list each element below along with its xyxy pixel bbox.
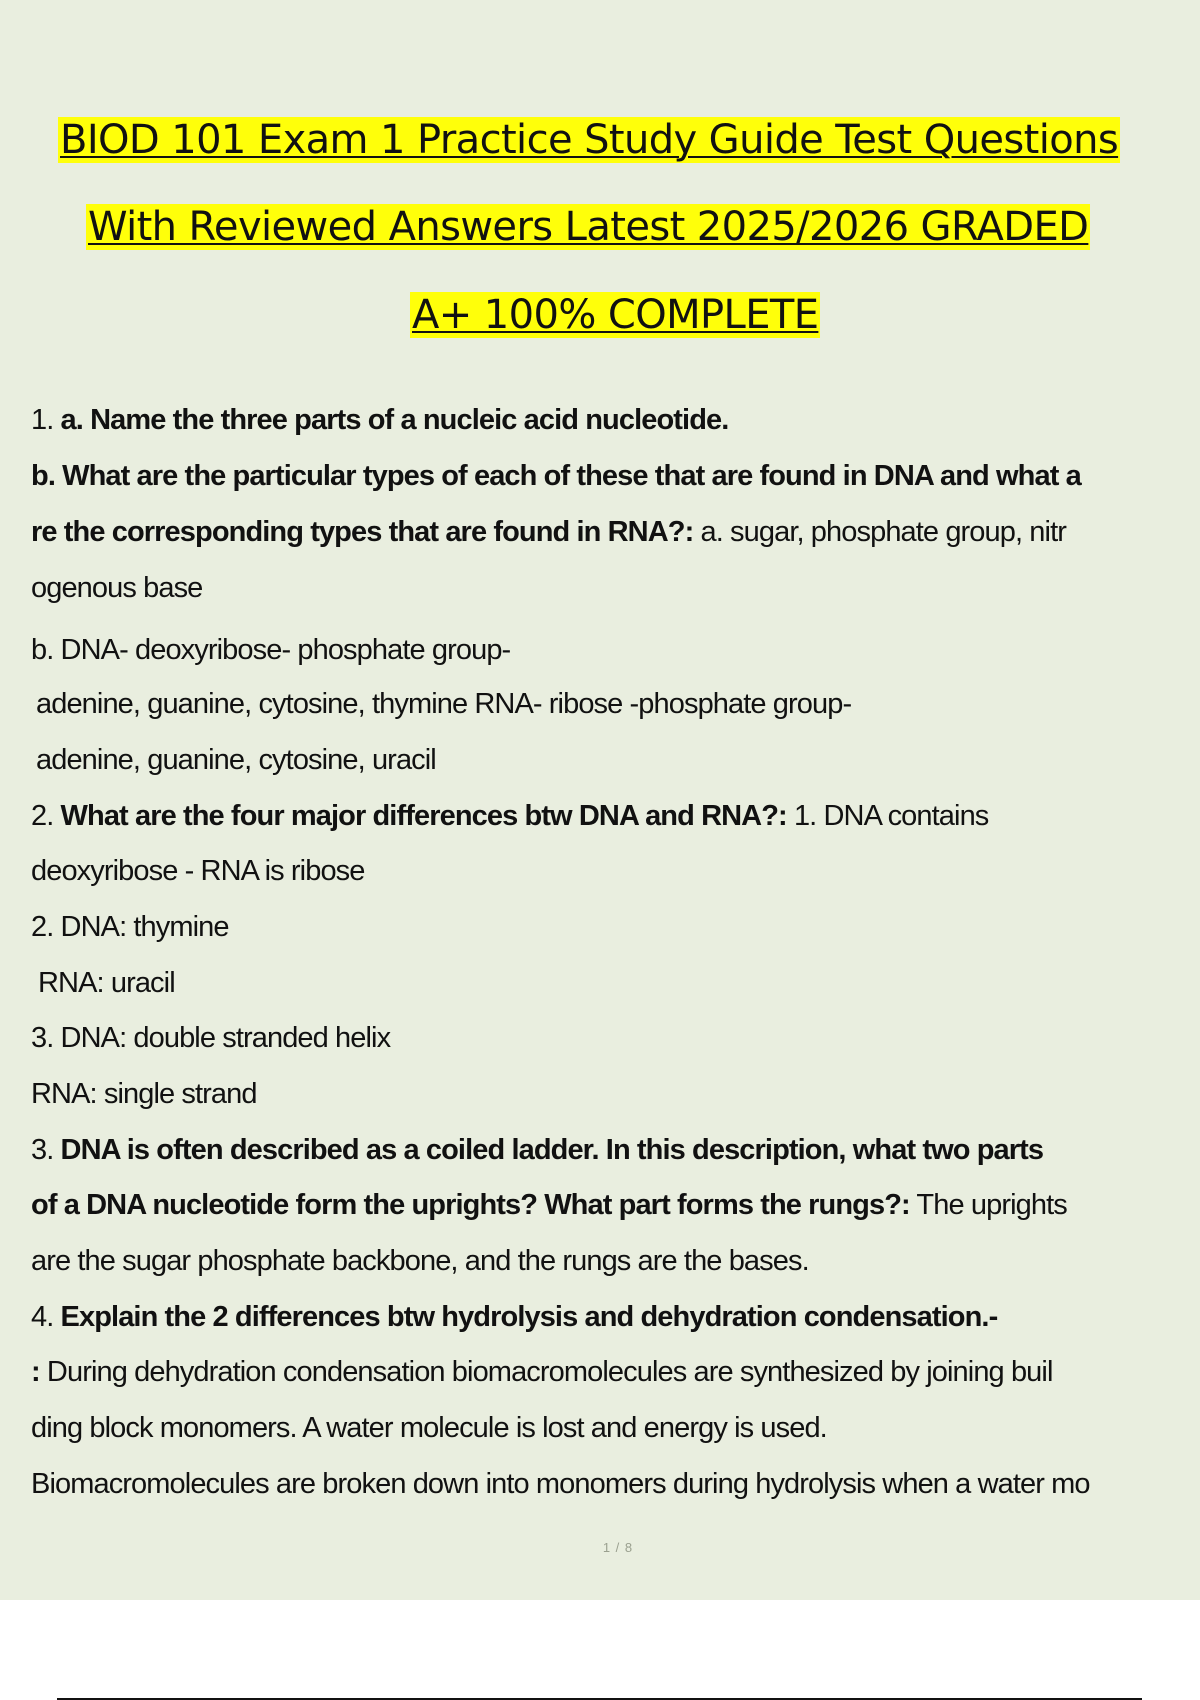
answer-text-line: Biomacromolecules are broken down into monomers during hydrolysis when a water mo — [31, 1468, 1090, 1500]
question-4-cont-line: : During dehydration condensation biomacromolecules are synthesized by joining buil — [31, 1356, 1053, 1388]
answer-text-line: b. DNA- deoxyribose- phosphate group- — [31, 634, 511, 666]
page-indicator: 1 / 8 — [602, 1540, 634, 1555]
question-1b-cont-line: re the corresponding types that are found in RNA?: a. sugar, phosphate group, nitr — [31, 516, 1066, 548]
answer-text-line: 2. DNA: thymine — [31, 911, 229, 943]
question-1b-line: b. What are the particular types of each of these that are found in DNA and what a — [31, 460, 1081, 492]
title-line-3: A+ 100% COMPLETE — [412, 292, 819, 338]
answer-text-line: 3. DNA: double stranded helix — [31, 1022, 391, 1054]
answer-text-line: deoxyribose - RNA is ribose — [31, 855, 365, 887]
answer-text-line: ogenous base — [31, 572, 203, 604]
question-4-line: 4. Explain the 2 differences btw hydrolysis and dehydration condensation.- — [31, 1301, 998, 1333]
question-3-line: 3. DNA is often described as a coiled ladder. In this description, what two parts — [31, 1134, 1044, 1166]
title-line-2: With Reviewed Answers Latest 2025/2026 GRADED — [88, 204, 1089, 250]
answer-text-line: RNA: single strand — [31, 1078, 257, 1110]
answer-text-line: adenine, guanine, cytosine, uracil — [36, 744, 436, 776]
answer-text-line: ding block monomers. A water molecule is lost and energy is used. — [31, 1412, 827, 1444]
question-2-line: 2. What are the four major differences btw DNA and RNA?: 1. DNA contains — [31, 800, 989, 832]
title-line-1: BIOD 101 Exam 1 Practice Study Guide Test Questions — [60, 117, 1119, 163]
question-1-line: 1. a. Name the three parts of a nucleic acid nucleotide. — [31, 404, 729, 436]
question-3-cont-line: of a DNA nucleotide form the uprights? What part forms the rungs?: The uprights — [31, 1189, 1067, 1221]
answer-text-line: adenine, guanine, cytosine, thymine RNA- ribose -phosphate group- — [36, 688, 852, 720]
answer-text-line: RNA: uracil — [38, 967, 175, 999]
answer-text-line: are the sugar phosphate backbone, and the rungs are the bases. — [31, 1245, 809, 1277]
